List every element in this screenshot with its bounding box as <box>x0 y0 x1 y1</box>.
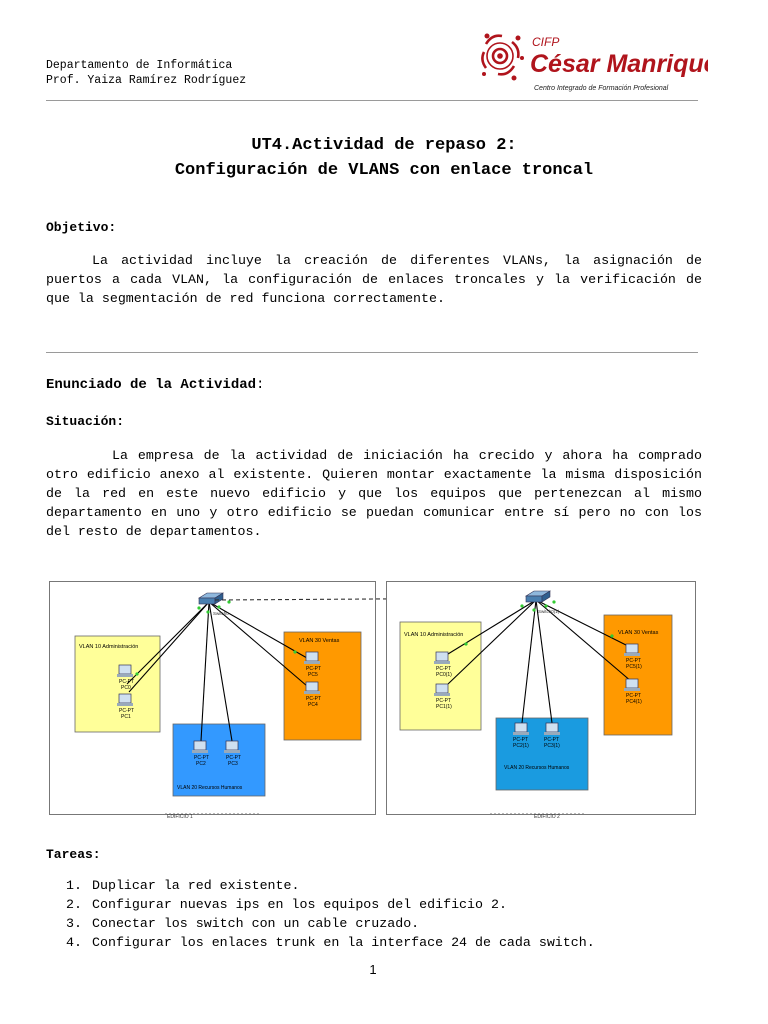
pc-name: PC3(1) <box>544 743 560 749</box>
statement-heading <box>46 377 264 393</box>
pc-icon <box>544 723 560 735</box>
vlan20-label: VLAN 20 Recursos Humanos <box>504 765 570 771</box>
pc-type: PC-PT <box>626 658 641 664</box>
header-divider <box>46 100 698 101</box>
building-label: EDIFICIO 2 <box>534 814 560 820</box>
logo-prefix: CIFP <box>532 35 560 49</box>
pc-name: PC2 <box>196 761 206 767</box>
objective-paragraph <box>46 251 702 308</box>
pc-icon <box>224 741 240 753</box>
switch-label: Switch0 <box>213 611 229 616</box>
logo-subtitle: Centro Integrado de Formación Profesional <box>534 85 669 92</box>
pc-name: PC5(1) <box>626 664 642 670</box>
network-diagram-building2 <box>386 578 698 820</box>
section-divider <box>46 352 698 353</box>
statement-heading-text: Enunciado de la Actividad <box>46 377 257 393</box>
vlan30-label: VLAN 30 Ventas <box>299 638 340 644</box>
pc-name: PC4(1) <box>626 699 642 705</box>
pc-icon <box>304 682 320 694</box>
pc-type: PC-PT <box>194 755 209 761</box>
pc-icon <box>624 644 640 656</box>
list-item: 4. Configurar los enlaces trunk en la interface 24 de cada switch. <box>90 933 740 952</box>
page-title-line1: UT4.Actividad de repaso 2: <box>251 136 517 155</box>
list-item: 1. Duplicar la red existente. <box>90 876 740 895</box>
pc-type: PC-PT <box>436 698 451 704</box>
list-item: 2. Configurar nuevas ips en los equipos del edificio 2. <box>90 895 740 914</box>
vlan20-label: VLAN 20 Recursos Humanos <box>177 785 243 791</box>
vlan10-label: VLAN 10 Administración <box>404 632 464 638</box>
pc-type: PC-PT <box>513 737 528 743</box>
pc-name: PC5 <box>308 672 318 678</box>
logo-name: César Manrique <box>530 50 708 78</box>
situation-label: Situación: <box>46 414 125 429</box>
pc-icon <box>434 652 450 664</box>
tasks-label: Tareas: <box>46 847 101 862</box>
pc-type: PC-PT <box>544 737 559 743</box>
school-logo <box>478 30 708 100</box>
list-item: 3. Conectar los switch con un cable cruzado. <box>90 914 740 933</box>
pc-type: PC-PT <box>119 679 134 685</box>
pc-icon <box>192 741 208 753</box>
vlan10-zone <box>75 636 160 732</box>
pc-type: PC-PT <box>306 666 321 672</box>
pc-name: PC1 <box>121 714 131 720</box>
pc-icon <box>117 694 133 706</box>
objective-label: Objetivo: <box>46 220 117 235</box>
statement-heading-colon: : <box>256 377 265 393</box>
vlan30-zone <box>284 632 361 740</box>
pc-type: PC-PT <box>436 666 451 672</box>
pc-name: PC3 <box>228 761 238 767</box>
pc-name: PC4 <box>308 702 318 708</box>
pc-icon <box>434 684 450 696</box>
pc-type: PC-PT <box>119 708 134 714</box>
pc-type: PC-PT <box>626 693 641 699</box>
logo-emblem-icon <box>478 30 708 100</box>
pc-name: PC0(1) <box>436 672 452 678</box>
situation-paragraph <box>46 446 702 541</box>
building-label: EDIFICIO 1 <box>167 814 193 820</box>
network-diagram-building1 <box>49 578 377 820</box>
pc-icon <box>624 679 640 691</box>
objective-text: La actividad incluye la creación de diferentes VLANs, la asignación de puertos a cada VLAN, la configuración de enlaces troncales y la verificación de que la segmentación de red funciona correctamente. <box>46 253 702 306</box>
vlan10-label: VLAN 10 Administración <box>79 644 139 650</box>
pc-name: PC0 <box>121 685 131 691</box>
pc-name: PC2(1) <box>513 743 529 749</box>
page-number: 1 <box>369 962 377 977</box>
pc-icon <box>513 723 529 735</box>
switch-label: Switch0(1) <box>538 609 560 614</box>
professor-name: Prof. Yaiza Ramírez Rodríguez <box>46 74 247 87</box>
pc-icon <box>304 652 320 664</box>
situation-text: La empresa de la actividad de iniciación ha crecido y ahora ha comprado otro edificio anexo al existente. Quieren montar exactamente la misma disposición de la red en este nuevo edificio y que los equipos que pertenezcan al mismo departamento en uno y otro edificio se puedan comunicar entre sí pero no con los del resto de departamentos. <box>46 448 702 539</box>
pc-name: PC1(1) <box>436 704 452 710</box>
vlan20-zone <box>496 718 588 790</box>
pc-type: PC-PT <box>306 696 321 702</box>
department-name: Departamento de Informática <box>46 59 233 72</box>
pc-type: PC-PT <box>226 755 241 761</box>
page-title-line2: Configuración de VLANS con enlace troncal <box>174 161 594 180</box>
pc-icon <box>117 665 133 677</box>
tasks-list <box>46 876 740 952</box>
vlan30-label: VLAN 30 Ventas <box>618 630 659 636</box>
